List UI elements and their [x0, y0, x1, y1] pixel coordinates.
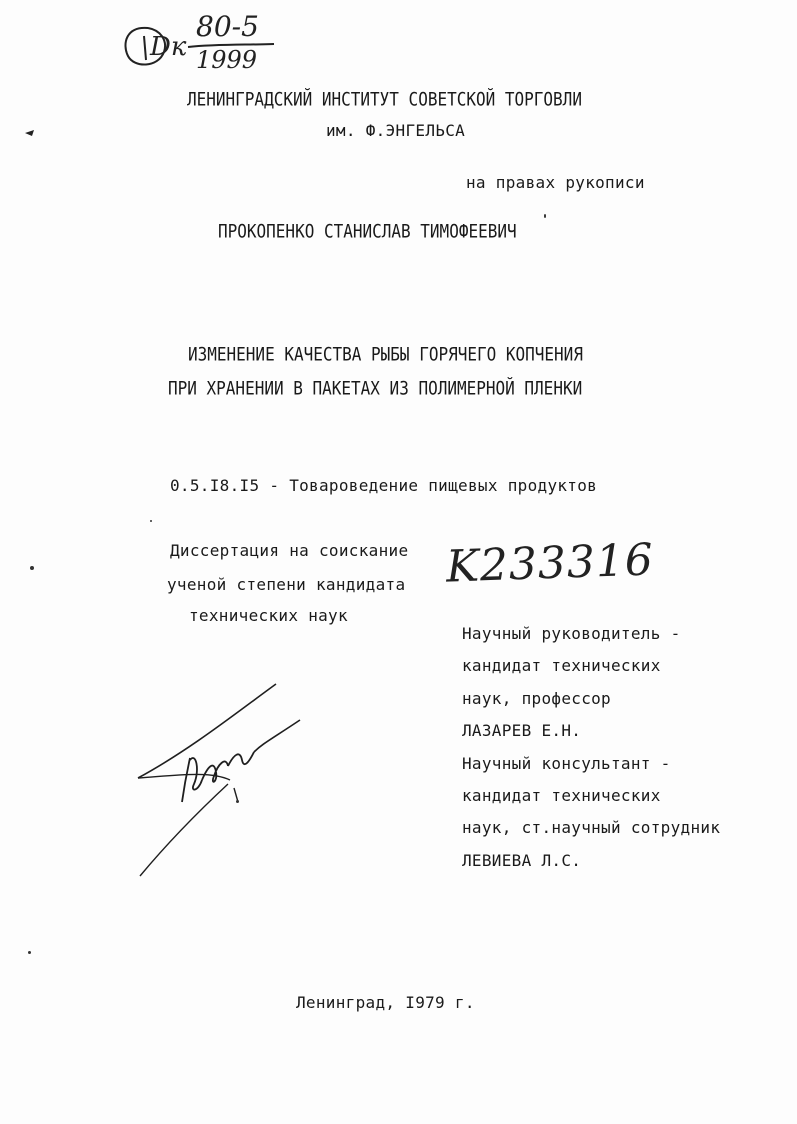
institute-named-after: им. Ф.ЭНГЕЛЬСА [326, 121, 466, 140]
institute-name: ЛЕНИНГРАДСКИЙ ИНСТИТУТ СОВЕТСКОЙ ТОРГОВЛИ [187, 88, 582, 110]
inventory-number: K233316 [445, 534, 655, 593]
scan-speck-1 [30, 566, 34, 570]
stamp-number-top: 80-5 [196, 10, 259, 43]
title-line-2: ПРИ ХРАНЕНИИ В ПАКЕТАХ ИЗ ПОЛИМЕРНОЙ ПЛЕНКИ [168, 377, 583, 399]
consultant-line-2: кандидат технических [462, 786, 661, 805]
dissertation-line-2: ученой степени кандидата [167, 575, 406, 594]
scan-speck-4 [236, 800, 239, 803]
author-name: ПРОКОПЕНКО СТАНИСЛАВ ТИМОФЕЕВИЧ [218, 220, 517, 242]
title-line-1: ИЗМЕНЕНИЕ КАЧЕСТВА РЫБЫ ГОРЯЧЕГО КОПЧЕНИЯ [188, 343, 583, 365]
supervisor-line-2: кандидат технических [462, 656, 661, 675]
supervisor-line-4: ЛАЗАРЕВ Е.Н. [462, 721, 582, 740]
scan-speck-5 [150, 520, 152, 522]
supervisor-line-1: Научный руководитель - [462, 624, 681, 643]
consultant-line-3: наук, ст.научный сотрудник [462, 818, 721, 837]
rights-note: на правах рукописи [466, 173, 645, 192]
author-signature [130, 680, 310, 880]
stamp-letter: Dк [150, 32, 187, 62]
dissertation-line-3: технических наук [189, 606, 348, 625]
footer-city-year: Ленинград, I979 г. [296, 993, 475, 1012]
dissertation-line-1: Диссертация на соискание [170, 541, 409, 560]
scan-speck-2 [28, 951, 31, 954]
scan-speck-3 [544, 214, 546, 218]
scan-mark-left-1 [24, 128, 38, 138]
consultant-line-4: ЛЕВИЕВА Л.С. [462, 851, 582, 870]
stamp-year: 1999 [196, 46, 258, 74]
consultant-line-1: Научный консультант - [462, 754, 671, 773]
supervisor-line-3: наук, профессор [462, 689, 611, 708]
specialty-code: 0.5.I8.I5 - Товароведение пищевых продуктов [170, 476, 598, 495]
